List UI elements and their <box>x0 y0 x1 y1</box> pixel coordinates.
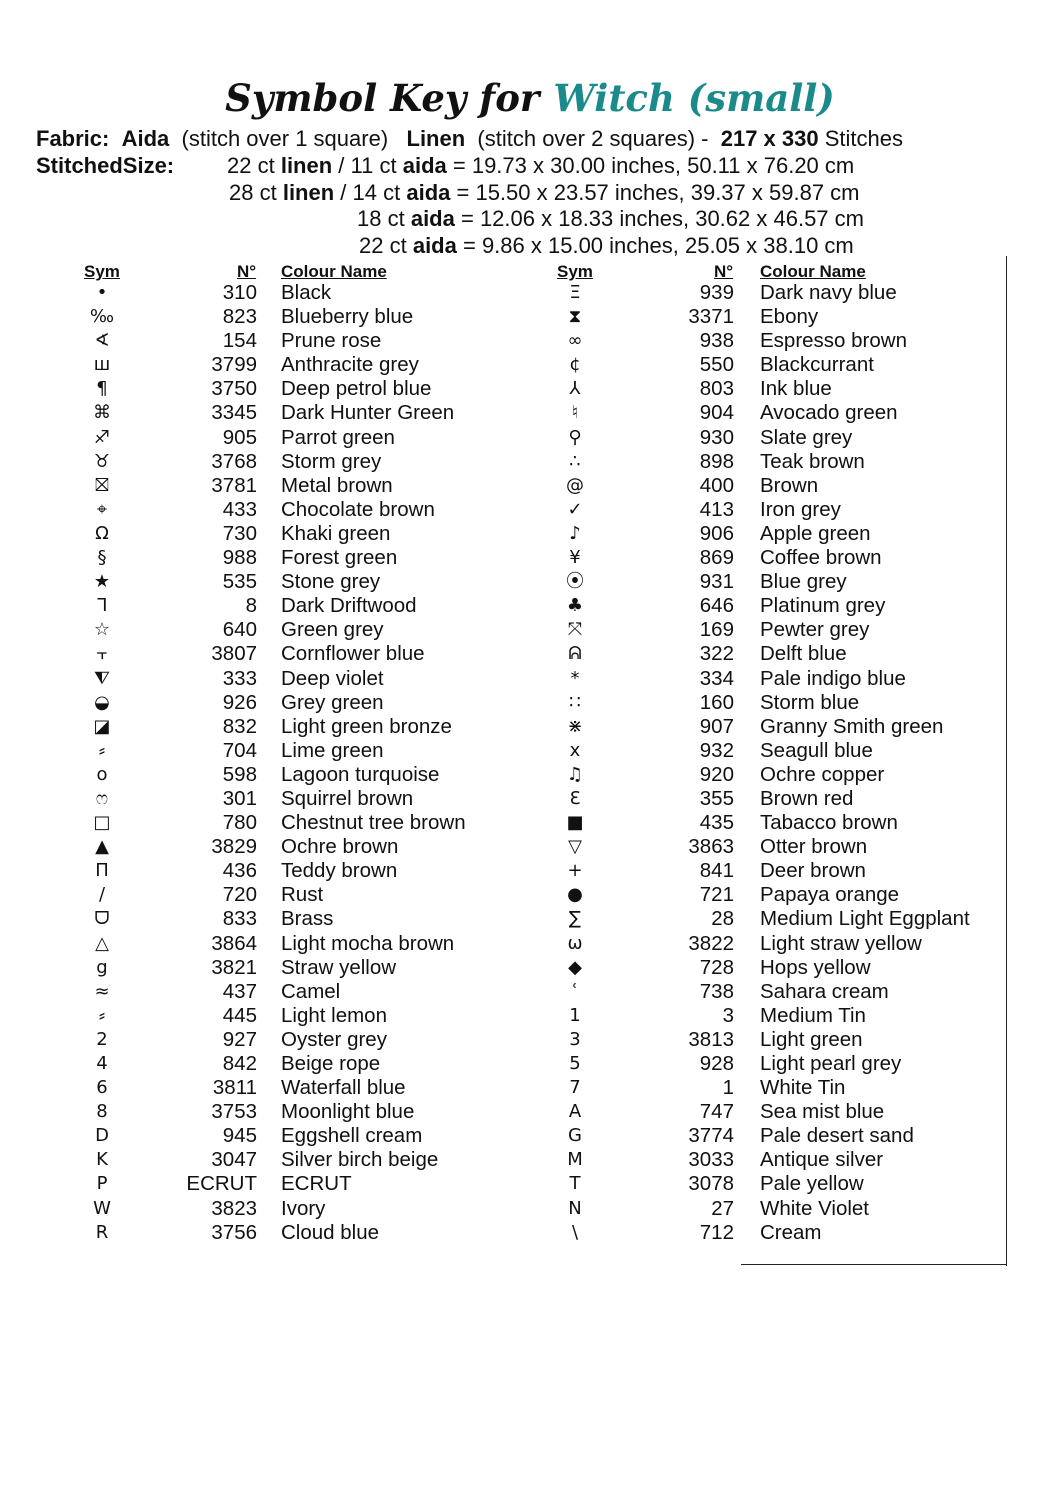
colour-name: Light green <box>760 1027 863 1051</box>
colour-name: Apple green <box>760 521 871 545</box>
colour-name: Oyster grey <box>281 1027 387 1051</box>
thread-number: 3811 <box>212 1076 257 1100</box>
colour-name: Storm grey <box>281 449 382 473</box>
symbol-icon: 6 <box>96 1077 108 1099</box>
colour-name: Light straw yellow <box>760 931 922 955</box>
colour-name: Camel <box>281 979 341 1003</box>
colour-name: Slate grey <box>760 425 853 449</box>
thread-number: 904 <box>699 401 734 425</box>
thread-number: 720 <box>222 883 257 907</box>
thread-number: 646 <box>699 594 734 618</box>
colour-name: Espresso brown <box>760 329 907 353</box>
ct-value: 28 ct <box>229 180 277 205</box>
symbol-icon: ‰ <box>89 306 115 328</box>
thread-number: 400 <box>699 473 734 497</box>
colour-name: Moonlight blue <box>281 1100 415 1124</box>
colour-name: Teddy brown <box>281 859 398 883</box>
symbol-icon: ∢ <box>94 330 110 352</box>
symbol-icon: ᗜ <box>94 908 110 930</box>
fabric-linen: Linen <box>406 126 466 151</box>
thread-number: 823 <box>222 305 257 329</box>
thread-number: 728 <box>699 955 734 979</box>
thread-number: 3822 <box>688 931 734 955</box>
symbol-icon: g <box>96 956 108 978</box>
symbol-icon: • <box>96 282 108 303</box>
symbol-icon: ⸗ <box>99 1004 105 1026</box>
header-sym-right: Sym <box>557 262 593 281</box>
thread-number: 3864 <box>211 931 257 955</box>
colour-name: Pale desert sand <box>760 1124 914 1148</box>
thread-number: 938 <box>699 329 734 353</box>
thread-number: 27 <box>711 1196 734 1220</box>
symbol-icon: ♮ <box>571 402 579 424</box>
stitched-label-line <box>36 153 174 179</box>
colour-name: Medium Light Eggplant <box>760 907 970 931</box>
thread-number: 433 <box>222 497 257 521</box>
thread-number: 3821 <box>211 955 257 979</box>
fabric-type: aida <box>402 153 447 178</box>
colour-name: Light pearl grey <box>760 1052 902 1075</box>
thread-number: 598 <box>222 762 257 786</box>
colour-name: Eggshell cream <box>281 1124 423 1148</box>
ct-value: 22 ct <box>227 153 275 178</box>
colour-name: Tabacco brown <box>760 811 898 835</box>
colour-name: Avocado green <box>760 401 898 425</box>
symbol-icon: ★ <box>93 571 111 593</box>
symbol-icon: ш <box>93 354 111 376</box>
symbol-icon: ◒ <box>94 691 110 713</box>
symbol-icon: ♪ <box>569 522 581 544</box>
colour-name: Cloud blue <box>281 1220 380 1244</box>
stitched-line-4 <box>359 233 854 259</box>
symbol-icon: W <box>93 1197 111 1219</box>
symbol-icon: ≈ <box>94 980 110 1002</box>
thread-number: 931 <box>699 570 734 594</box>
colour-name: Blackcurrant <box>760 353 874 377</box>
thread-number: 3829 <box>211 835 257 859</box>
colour-name: Papaya orange <box>760 883 900 907</box>
thread-number: 930 <box>699 425 734 449</box>
symbol-icon: ∞ <box>567 330 583 352</box>
symbol-icon: ⋇ <box>567 715 583 737</box>
table-border-bottom <box>741 1264 1007 1265</box>
symbol-icon: ω <box>567 932 583 954</box>
symbol-icon: A <box>568 1101 582 1123</box>
fabric-size: 217 x 330 <box>720 126 819 151</box>
colour-name: Sahara cream <box>760 979 889 1003</box>
colour-name: Ebony <box>760 305 819 329</box>
symbol-icon: 5 <box>569 1053 581 1074</box>
thread-number: 1 <box>722 1076 734 1100</box>
stitched-label: StitchedSize: <box>36 153 175 178</box>
thread-number: 738 <box>699 979 734 1003</box>
symbol-icon: x <box>569 739 581 761</box>
colour-name: Brown red <box>760 786 854 810</box>
symbol-icon: K <box>96 1149 108 1171</box>
colour-name: Seagull blue <box>760 738 873 762</box>
thread-number: 747 <box>699 1100 734 1124</box>
symbol-icon: ᒣ <box>96 595 108 617</box>
symbol-icon: ∴ <box>569 450 581 472</box>
colour-name: Khaki green <box>281 521 391 545</box>
thread-number: 334 <box>699 666 734 690</box>
colour-name: Platinum grey <box>760 594 886 618</box>
title-pattern-name: Witch (small) <box>553 76 835 120</box>
symbol-icon: ⤧ <box>567 619 583 641</box>
thread-number: 640 <box>222 618 257 642</box>
symbol-icon: Ω <box>95 522 109 544</box>
thread-number: 550 <box>699 353 734 377</box>
colour-name: Granny Smith green <box>760 714 944 738</box>
symbol-icon: D <box>95 1125 109 1147</box>
ct-value: 18 ct <box>357 206 405 231</box>
symbol-icon: ♉ <box>93 450 111 472</box>
symbol-icon: ¥ <box>569 547 581 569</box>
symbol-icon: 1 <box>569 1004 581 1026</box>
symbol-icon: ● <box>567 884 583 906</box>
colour-name: Blue grey <box>760 570 847 594</box>
colour-name: Medium Tin <box>760 1003 866 1027</box>
symbol-icon: ⧗ <box>568 306 582 328</box>
thread-number: 322 <box>699 642 734 666</box>
symbol-icon: ⫟ <box>96 643 108 665</box>
symbol-icon: ♣ <box>566 595 584 617</box>
symbol-icon: □ <box>93 812 111 834</box>
thread-number: 905 <box>222 425 257 449</box>
thread-number: 3345 <box>211 401 257 425</box>
thread-number: 3807 <box>211 642 257 666</box>
symbol-icon: o <box>96 763 108 785</box>
symbol-icon: ⌘ <box>93 402 111 424</box>
table-border-right <box>1006 256 1007 1266</box>
colour-name: White Tin <box>760 1076 846 1100</box>
symbol-icon: ⌖ <box>96 498 108 520</box>
thread-number: 3 <box>722 1003 734 1027</box>
symbol-icon: ¢ <box>569 354 581 376</box>
thread-number: 28 <box>711 907 734 931</box>
colour-name: Chestnut tree brown <box>281 811 466 835</box>
thread-number: 833 <box>222 907 257 931</box>
thread-number: 3750 <box>211 377 257 401</box>
thread-number: 3813 <box>688 1027 734 1051</box>
thread-number: 3863 <box>688 835 734 859</box>
thread-number: 920 <box>699 762 734 786</box>
symbol-icon: \ <box>571 1221 579 1243</box>
thread-number: 3033 <box>688 1148 734 1172</box>
symbol-icon: ⅄ <box>569 378 581 400</box>
symbol-icon: ▽ <box>568 836 582 858</box>
header-num-right: N° <box>714 262 734 281</box>
colour-name: Black <box>281 281 332 304</box>
colour-name: Ink blue <box>760 377 832 401</box>
colour-name: Light lemon <box>281 1003 387 1027</box>
thread-number: 3781 <box>211 473 257 497</box>
colour-name: Grey green <box>281 690 384 714</box>
colour-name: Hops yellow <box>760 955 871 979</box>
symbol-icon: G <box>568 1125 582 1147</box>
symbol-icon: ◆ <box>568 956 582 978</box>
colour-name: Teak brown <box>760 449 865 473</box>
ct-value: / 11 ct <box>338 153 397 178</box>
colour-name: Parrot green <box>281 425 395 449</box>
thread-number: 869 <box>699 546 734 570</box>
colour-name: Storm blue <box>760 690 860 714</box>
fabric-aida-note: (stitch over 1 square) <box>181 126 389 151</box>
page-title <box>0 76 1060 120</box>
fabric-line <box>36 126 903 152</box>
thread-number: 3371 <box>688 305 734 329</box>
symbol-icon: 2 <box>96 1028 108 1050</box>
fabric-aida: Aida <box>121 126 170 151</box>
symbol-icon: ᕱ <box>568 643 582 665</box>
colour-name: Light mocha brown <box>281 931 455 955</box>
symbol-icon: Π <box>95 860 109 882</box>
colour-name: Ochre brown <box>281 835 399 859</box>
colour-name: Prune rose <box>281 329 382 353</box>
thread-number: 926 <box>222 690 257 714</box>
header-name-right: Colour Name <box>760 262 866 281</box>
colour-name: Pale indigo blue <box>760 666 906 690</box>
colour-name: Brass <box>281 907 334 931</box>
thread-number: ECRUT <box>186 1172 257 1196</box>
thread-number: 712 <box>699 1220 734 1244</box>
symbol-icon: ෆ <box>95 787 109 809</box>
thread-number: 832 <box>222 714 257 738</box>
colour-name: Iron grey <box>760 497 841 521</box>
symbol-icon: Ɛ <box>569 787 581 809</box>
colour-name: Ivory <box>281 1196 326 1220</box>
thread-number: 721 <box>699 883 734 907</box>
symbol-icon: ¶ <box>96 378 108 400</box>
colour-name: Lagoon turquoise <box>281 762 440 786</box>
symbol-icon: ⸗ <box>99 739 105 761</box>
thread-number: 939 <box>699 281 734 304</box>
thread-number: 333 <box>222 666 257 690</box>
thread-number: 169 <box>699 618 734 642</box>
thread-number: 310 <box>222 281 257 304</box>
thread-number: 842 <box>222 1052 257 1075</box>
symbol-icon: △ <box>95 932 109 954</box>
thread-number: 436 <box>222 859 257 883</box>
fabric-type: aida <box>406 180 451 205</box>
thread-number: 841 <box>699 859 734 883</box>
ct-value: / 14 ct <box>340 180 401 205</box>
thread-number: 945 <box>222 1124 257 1148</box>
thread-number: 3078 <box>688 1172 734 1196</box>
symbol-icon: ⛝ <box>95 474 109 496</box>
symbol-icon: ♐ <box>93 426 111 448</box>
colour-name: Rust <box>281 883 324 907</box>
colour-name: Antique silver <box>760 1148 884 1172</box>
colour-name: Squirrel brown <box>281 786 414 810</box>
thread-number: 3753 <box>211 1100 257 1124</box>
colour-name: Ochre copper <box>760 762 885 786</box>
fabric-unit: Stitches <box>824 126 903 151</box>
colour-name: Stone grey <box>281 570 381 594</box>
thread-number: 445 <box>222 1003 257 1027</box>
thread-number: 3799 <box>211 353 257 377</box>
colour-name: Straw yellow <box>281 955 397 979</box>
thread-number: 435 <box>699 811 734 835</box>
symbol-icon: / <box>98 884 106 906</box>
stitched-line-2 <box>229 180 860 206</box>
stitched-line-3 <box>357 206 864 232</box>
thread-number: 301 <box>222 786 257 810</box>
thread-number: 988 <box>222 546 257 570</box>
ct-value: 22 ct <box>359 233 407 258</box>
colour-name: Light green bronze <box>281 714 452 738</box>
fabric-type: aida <box>412 233 457 258</box>
colour-name: Green grey <box>281 618 384 642</box>
symbol-icon: ✓ <box>567 498 583 520</box>
colour-name: Coffee brown <box>760 546 882 570</box>
thread-number: 780 <box>222 811 257 835</box>
thread-number: 932 <box>699 738 734 762</box>
thread-number: 154 <box>222 329 257 353</box>
symbol-icon: M <box>567 1149 583 1171</box>
thread-number: 437 <box>222 979 257 1003</box>
thread-number: 355 <box>699 786 734 810</box>
header-num-left: N° <box>237 262 257 281</box>
symbol-icon: 4 <box>96 1053 108 1074</box>
colour-name: Chocolate brown <box>281 497 435 521</box>
colour-name: Waterfall blue <box>281 1076 406 1100</box>
symbol-icon: 7 <box>569 1077 581 1099</box>
symbol-icon: ⧨ <box>93 667 111 689</box>
header-sym-left: Sym <box>84 262 120 281</box>
colour-name: Lime green <box>281 738 384 762</box>
symbol-icon: P <box>96 1173 108 1195</box>
colour-name: Pale yellow <box>760 1172 864 1196</box>
thread-number: 927 <box>222 1027 257 1051</box>
colour-name: Forest green <box>281 546 398 570</box>
size-value: = 19.73 x 30.00 inches, 50.11 x 76.20 cm <box>452 153 855 178</box>
colour-name: White Violet <box>760 1196 870 1220</box>
thread-number: 803 <box>699 377 734 401</box>
colour-name: Deep petrol blue <box>281 377 432 401</box>
thread-number: 413 <box>699 497 734 521</box>
symbol-icon: T <box>569 1173 581 1195</box>
header-name-left: Colour Name <box>281 262 387 281</box>
symbol-icon: 8 <box>96 1101 108 1123</box>
colour-name: Brown <box>760 473 819 497</box>
fabric-label: Fabric: <box>36 126 110 151</box>
thread-number: 535 <box>222 570 257 594</box>
fabric-type: aida <box>410 206 455 231</box>
size-value: = 15.50 x 23.57 inches, 39.37 x 59.87 cm <box>456 180 860 205</box>
fabric-type: linen <box>280 153 333 178</box>
colour-name: Dark Hunter Green <box>281 401 455 425</box>
colour-name: Otter brown <box>760 835 868 859</box>
stitched-line-1 <box>227 153 854 179</box>
colour-name: Pewter grey <box>760 618 870 642</box>
thread-number: 8 <box>245 594 257 618</box>
symbol-icon: ⦿ <box>566 571 584 593</box>
symbol-icon: * <box>570 667 580 689</box>
symbol-icon: R <box>95 1221 109 1243</box>
colour-name: Metal brown <box>281 473 393 497</box>
size-value: = 9.86 x 15.00 inches, 25.05 x 38.10 cm <box>462 233 854 258</box>
fabric-type: linen <box>282 180 335 205</box>
colour-name: Deer brown <box>760 859 866 883</box>
symbol-icon: Ξ <box>569 282 581 303</box>
thread-number: 3047 <box>211 1148 257 1172</box>
symbol-icon: ♫ <box>566 763 584 785</box>
symbol-icon: § <box>97 547 107 569</box>
thread-number: 704 <box>222 738 257 762</box>
colour-name: Beige rope <box>281 1052 381 1075</box>
colour-name: Delft blue <box>760 642 847 666</box>
title-text: Symbol Key for <box>225 76 540 120</box>
colour-name: ECRUT <box>281 1172 352 1196</box>
colour-name: Cream <box>760 1220 822 1244</box>
symbol-icon: ∑ <box>568 908 582 930</box>
fabric-linen-note: (stitch over 2 squares) - <box>477 126 709 151</box>
symbol-icon: ☆ <box>93 619 111 641</box>
symbol-icon: ∷ <box>569 691 581 713</box>
symbol-icon: + <box>567 860 583 882</box>
colour-name: Silver birch beige <box>281 1148 439 1172</box>
symbol-icon: ■ <box>566 812 584 834</box>
thread-number: 3774 <box>688 1124 734 1148</box>
symbol-icon: N <box>568 1197 582 1219</box>
thread-number: 898 <box>699 449 734 473</box>
size-value: = 12.06 x 18.33 inches, 30.62 x 46.57 cm <box>460 206 864 231</box>
thread-number: 3768 <box>211 449 257 473</box>
symbol-icon: ʿ <box>572 980 578 1002</box>
colour-name: Dark navy blue <box>760 281 897 304</box>
symbol-icon: @ <box>566 474 584 496</box>
symbol-icon: ▲ <box>95 836 109 858</box>
thread-number: 3823 <box>211 1196 257 1220</box>
colour-name: Deep violet <box>281 666 384 690</box>
thread-number: 160 <box>699 690 734 714</box>
symbol-icon: ⚲ <box>568 426 582 448</box>
thread-number: 907 <box>699 714 734 738</box>
symbol-icon: 3 <box>569 1028 581 1050</box>
colour-name: Sea mist blue <box>760 1100 885 1124</box>
symbol-icon: ◪ <box>93 715 111 737</box>
thread-number: 906 <box>699 521 734 545</box>
colour-name: Blueberry blue <box>281 305 414 329</box>
colour-name: Dark Driftwood <box>281 594 417 618</box>
colour-name: Cornflower blue <box>281 642 425 666</box>
colour-name: Anthracite grey <box>281 353 419 377</box>
thread-number: 730 <box>222 521 257 545</box>
thread-number: 928 <box>699 1052 734 1075</box>
thread-number: 3756 <box>211 1220 257 1244</box>
